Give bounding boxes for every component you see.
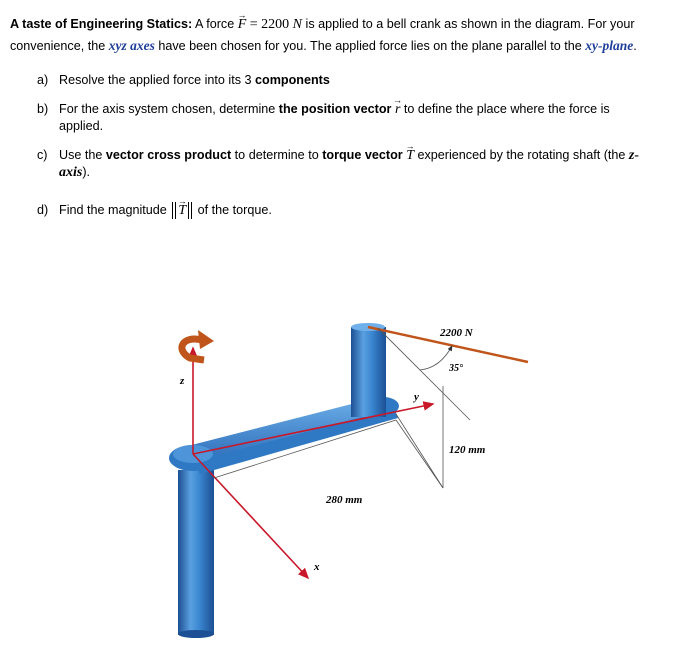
torque-vector-symbol: → T: [406, 147, 414, 164]
question-c-text-2: to determine to: [231, 148, 323, 162]
angle-arc: [420, 346, 452, 370]
question-c-text-3: experienced by the rotating shaft (the: [413, 148, 629, 162]
question-a-label: a): [37, 73, 49, 87]
question-d-text-1: Find the magnitude: [59, 203, 171, 217]
intro-title: A taste of Engineering Statics:: [10, 17, 193, 31]
dim-280-ext: [396, 420, 443, 488]
question-b-text-1: For the axis system chosen, determine: [59, 102, 279, 116]
dim-120-ext: [396, 414, 443, 488]
z-axis-symbol: z-axis: [59, 148, 640, 180]
question-b-text-2: to define the place where the force is applied.: [59, 102, 610, 133]
question-c-text-1: Use the: [59, 148, 106, 162]
question-b-label: b): [37, 102, 49, 116]
question-b-bold: the position vector: [278, 102, 392, 116]
intro-text-3: have been chosen for you. The applied force lies on the plane parallel to the: [154, 39, 586, 53]
question-a-text-1: Resolve the applied force into its 3: [59, 73, 256, 87]
force-label: 2200 N: [440, 327, 473, 339]
angle-label: 35°: [449, 363, 463, 374]
force-value: = 2200: [246, 17, 293, 32]
question-d-label: d): [37, 203, 49, 217]
axes-word: xyz axes: [108, 38, 155, 53]
force-unit: N: [292, 17, 303, 32]
torque-magnitude-symbol: → T: [178, 202, 186, 219]
question-d-text-2: of the torque.: [194, 203, 272, 217]
lower-shaft-bottom: [178, 630, 214, 638]
y-axis-label: y: [414, 391, 419, 403]
intro-text-1: A force: [192, 17, 238, 31]
question-c-text-4: ).: [82, 165, 91, 179]
position-vector-symbol: → r: [395, 101, 400, 118]
intro-text-4: .: [633, 39, 637, 53]
rotation-arrowhead-icon: [198, 330, 214, 349]
x-axis-label: x: [314, 561, 320, 573]
question-c-bold-2: torque vector: [322, 148, 403, 162]
dim-280-label: 280 mm: [326, 494, 363, 506]
question-c-bold-1: vector cross product: [105, 148, 232, 162]
question-c-label: c): [37, 148, 48, 162]
plane-word: xy-plane: [585, 38, 634, 53]
question-a-bold: components: [255, 73, 330, 87]
intro-text-2: is applied to a bell crank as shown in the diagram. For your convenience, the: [10, 17, 635, 53]
dim-120-label: 120 mm: [449, 444, 486, 456]
lower-shaft: [178, 470, 214, 635]
z-axis-label: z: [180, 375, 185, 387]
upper-shaft: [351, 327, 386, 417]
force-symbol: → F: [238, 14, 247, 35]
